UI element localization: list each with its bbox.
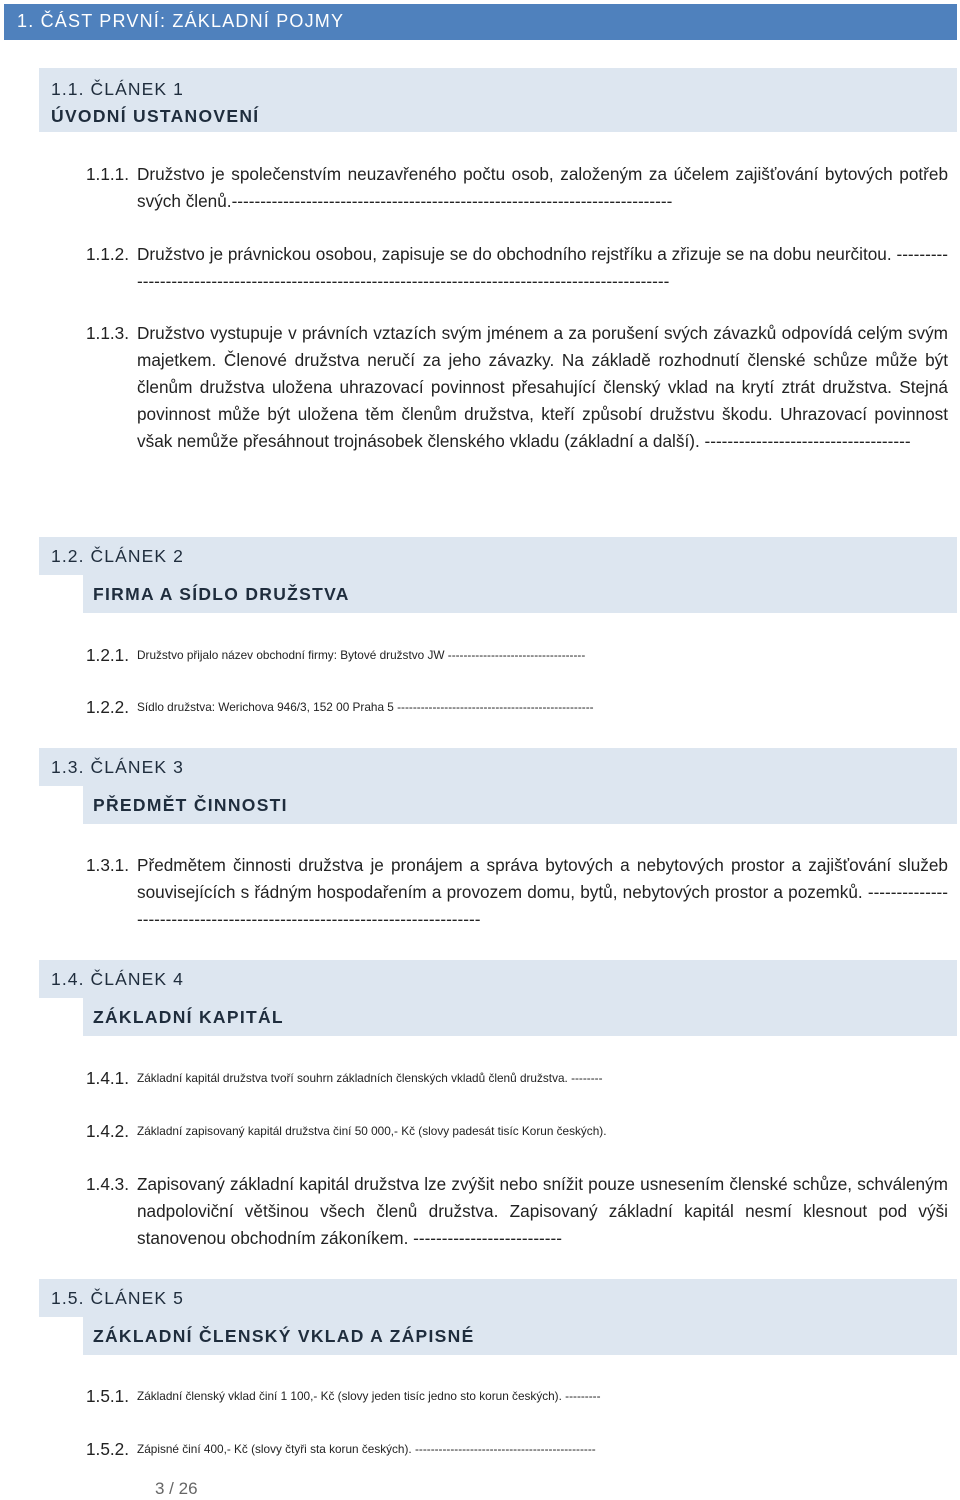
clause-text: Základní kapitál družstva tvoří souhrn základních členských vkladů členů družstva. --------: [137, 1071, 603, 1085]
clause-text: Základní členský vklad činí 1 100,- Kč (slovy jeden tisíc jedno sto korun českých). ---------: [137, 1389, 601, 1403]
article-number: 1.1. ČLÁNEK 1: [51, 79, 184, 99]
part-heading: 1. ČÁST PRVNÍ: ZÁKLADNÍ POJMY: [4, 4, 957, 40]
clause-1-2-2: [86, 694, 948, 721]
article-title: PŘEDMĚT ČINNOSTI: [83, 786, 957, 824]
section-heading-1-5: [39, 1279, 957, 1355]
clause-1-5-2: [86, 1436, 948, 1463]
section-heading-1-2: [39, 537, 957, 613]
clause-1-4-2: [86, 1118, 948, 1145]
section-heading-1-1: [39, 68, 957, 132]
page-number: 3 / 26: [155, 1479, 198, 1498]
clause-number: 1.3.1.: [86, 855, 130, 875]
clause-1-5-1: [86, 1383, 948, 1410]
article-number: 1.4. ČLÁNEK 4: [39, 960, 957, 998]
article-number: 1.3. ČLÁNEK 3: [39, 748, 957, 786]
clause-text: Předmětem činnosti družstva je pronájem a správa bytových a nebytových prostor a zajišťování služeb souvisejících s řádným hospodařením a provozem domu, bytů, nebytových prostor a pozemků. --------------------------------------------------------------------------: [137, 855, 948, 929]
article-number: 1.2. ČLÁNEK 2: [39, 537, 957, 575]
article-number: 1.5. ČLÁNEK 5: [39, 1279, 957, 1317]
section-heading-1-4: [39, 960, 957, 1036]
clause-1-2-1: [86, 642, 948, 669]
clause-number: 1.1.3.: [86, 323, 130, 343]
clause-number: 1.5.1.: [86, 1386, 130, 1406]
clause-number: 1.1.2.: [86, 244, 130, 264]
clause-1-4-1: [86, 1065, 948, 1092]
clause-number: 1.2.1.: [86, 645, 130, 665]
clause-1-4-3: [86, 1171, 948, 1252]
clause-number: 1.4.3.: [86, 1174, 130, 1194]
clause-text: Zapisovaný základní kapitál družstva lze zvýšit nebo snížit pouze usnesením členské schůze, schváleným nadpoloviční většinou všech členů družstva. Zapisovaný základní kapitál nesmí klesnout pod výši stanovenou obchodním zákoníkem. --------------------------: [137, 1174, 948, 1248]
article-title: ZÁKLADNÍ ČLENSKÝ VKLAD A ZÁPISNÉ: [83, 1317, 957, 1355]
clause-number: 1.5.2.: [86, 1439, 130, 1459]
article-title: FIRMA A SÍDLO DRUŽSTVA: [83, 575, 957, 613]
clause-number: 1.2.2.: [86, 697, 130, 717]
section-heading-1-3: [39, 748, 957, 824]
clause-number: 1.1.1.: [86, 164, 130, 184]
clause-number: 1.4.2.: [86, 1121, 130, 1141]
clause-text: Družstvo přijalo název obchodní firmy: Bytové družstvo JW -----------------------------------: [137, 648, 586, 662]
article-title: ÚVODNÍ USTANOVENÍ: [51, 106, 260, 126]
clause-1-1-1: [86, 161, 948, 215]
clause-text: Družstvo je právnickou osobou, zapisuje se do obchodního rejstříku a zřizuje se na dobu neurčitou. ------------------------------------------------------------------------------------------------------: [137, 244, 948, 291]
clause-text: Základní zapisovaný kapitál družstva činí 50 000,- Kč (slovy padesát tisíc Korun českých).: [137, 1124, 607, 1138]
article-title: ZÁKLADNÍ KAPITÁL: [83, 998, 957, 1036]
clause-text: Zápisné činí 400,- Kč (slovy čtyři sta korun českých). ----------------------------------------------: [137, 1442, 596, 1456]
clause-text: Družstvo je společenstvím neuzavřeného počtu osob, založeným za účelem zajišťování bytových potřeb svých členů.-----------------------------------------------------------------------------: [137, 164, 948, 211]
clause-number: 1.4.1.: [86, 1068, 130, 1088]
clause-text: Sídlo družstva: Werichova 946/3, 152 00 Praha 5 --------------------------------------------------: [137, 700, 594, 714]
clause-1-3-1: [86, 852, 948, 933]
clause-1-1-2: [86, 241, 948, 295]
clause-1-1-3: [86, 320, 948, 455]
clause-text: Družstvo vystupuje v právních vztazích svým jménem a za porušení svých závazků odpovídá celým svým majetkem. Členové družstva neručí za jeho závazky. Na základě rozhodnutí členské schůze může být členům družstva uložena uhrazovací povinnost přesahující členský vklad na krytí ztrát družstva. Stejná povinnost může být uložena těm členům družstva, kteří způsobí družstvu škodu. Uhrazovací povinnost však nemůže přesáhnout trojnásobek členského vkladu (základní a další). ------------------------------------: [137, 323, 948, 451]
